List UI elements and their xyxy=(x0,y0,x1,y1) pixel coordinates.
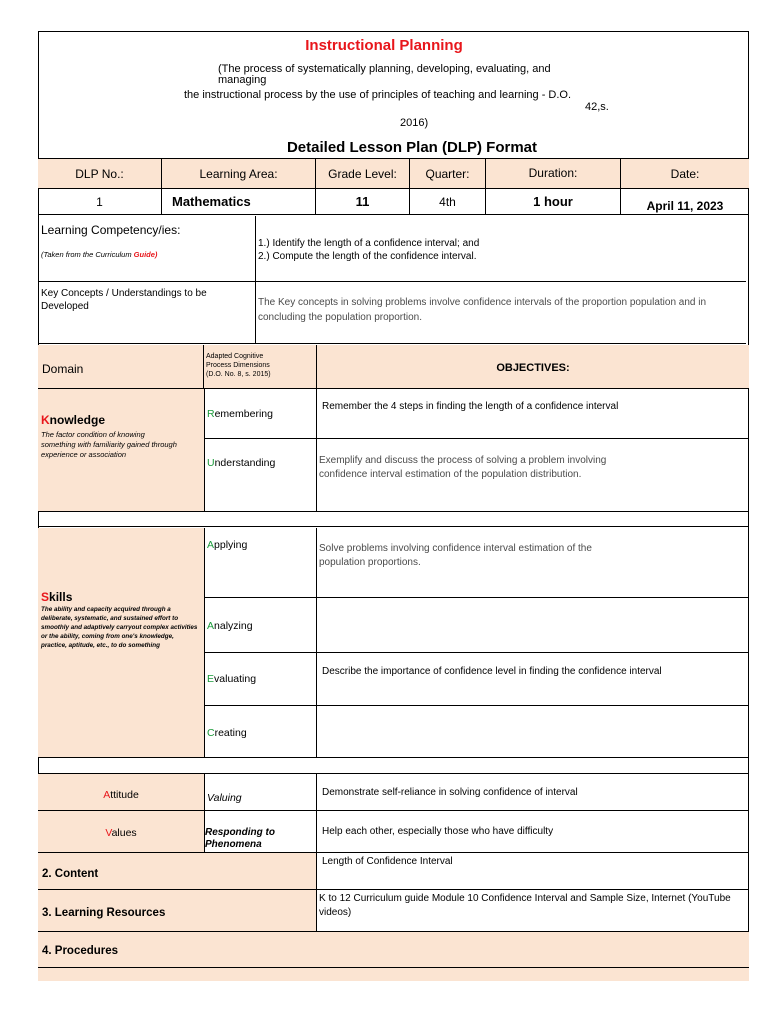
procedures-continuation xyxy=(38,968,749,981)
page-title: Instructional Planning xyxy=(305,37,463,54)
evaluating-objective: Describe the importance of confidence level in finding the confidence interval xyxy=(322,666,662,677)
attitude-objective: Demonstrate self-reliance in solving confidence of interval xyxy=(322,787,578,798)
domain-header: Domain xyxy=(42,362,84,376)
understanding-cell xyxy=(204,439,317,512)
dlp-title: Detailed Lesson Plan (DLP) Format xyxy=(286,139,538,156)
subtitle-line-2: managing xyxy=(218,74,267,86)
evaluating-objective-cell xyxy=(317,653,749,706)
creating-objective-cell xyxy=(317,706,749,758)
dimensions-header: Adapted Cognitive Process Dimensions (D.O. No. 8, s. 2015) xyxy=(206,353,271,378)
objectives-header: OBJECTIVES: xyxy=(496,362,570,374)
evaluating-label: Evaluating xyxy=(207,673,257,685)
values-objective: Help each other, especially those who have difficulty xyxy=(322,826,554,837)
competency-note: (Taken from the Curriculum Guide) xyxy=(41,250,158,259)
header-grade-level: Grade Level: xyxy=(315,158,409,189)
value-dlp-no: 1 xyxy=(38,189,161,215)
content-text: Length of Confidence Interval xyxy=(322,856,453,867)
spacer-row xyxy=(38,512,749,527)
procedures-row xyxy=(38,932,749,968)
remembering-objective: Remember the 4 steps in finding the length of a confidence interval xyxy=(322,401,619,412)
applying-objective: Solve problems involving confidence interval estimation of the population proportions. xyxy=(319,543,592,568)
values-label: Values xyxy=(105,827,137,839)
header-quarter: Quarter: xyxy=(409,158,485,189)
knowledge-label: Knowledge xyxy=(41,413,106,427)
remembering-objective-cell xyxy=(317,389,749,439)
responding-label: Responding to Phenomena xyxy=(205,827,275,850)
subtitle-line-3: the instructional process by the use of principles of teaching and learning - D.O. xyxy=(184,89,572,101)
header-duration: Duration: xyxy=(485,158,620,189)
content-label: 2. Content xyxy=(42,868,99,880)
value-quarter: 4th xyxy=(409,189,485,215)
key-concepts-text: The Key concepts in solving problems involve confidence intervals of the proportion population and in concluding the population proportion. xyxy=(258,297,707,323)
key-concepts-label: Key Concepts / Understandings to be Developed xyxy=(41,288,207,312)
value-date: April 11, 2023 xyxy=(620,189,749,215)
attitude-label: Attitude xyxy=(103,789,139,801)
value-grade-level: 11 xyxy=(315,189,409,215)
header-learning-area: Learning Area: xyxy=(161,158,315,189)
understanding-objective: Exemplify and discuss the process of solving a problem involving confidence interval estimation of the population distribution. xyxy=(319,455,607,480)
subtitle-line-4: 42,s. xyxy=(585,101,609,113)
knowledge-description: The factor condition of knowing something with familiarity gained through experience or association xyxy=(41,430,177,459)
subtitle-line-5: 2016) xyxy=(400,117,429,129)
valuing-label: Valuing xyxy=(207,792,242,804)
resources-label: 3. Learning Resources xyxy=(42,907,166,919)
value-duration: 1 hour xyxy=(485,189,620,215)
resources-text: K to 12 Curriculum guide Module 10 Confidence Interval and Sample Size, Internet (YouTube videos) xyxy=(319,893,731,918)
competency-label: Learning Competency/ies: xyxy=(41,223,181,237)
analyzing-objective-cell xyxy=(317,598,749,653)
understanding-label: Understanding xyxy=(207,457,276,469)
procedures-label: 4. Procedures xyxy=(42,945,119,957)
header-dlp-no: DLP No.: xyxy=(75,166,124,181)
remembering-label: Remembering xyxy=(207,408,273,420)
competency-item-2: 2.) Compute the length of the confidence interval. xyxy=(258,251,477,262)
skills-description: The ability and capacity acquired through a deliberate, systematic, and sustained effort to smoothly and adaptively carryout complex activities or the ability, coming from one's knowledge, practice, aptitude, etc., to do something xyxy=(41,606,198,649)
competency-item-1: 1.) Identify the length of a confidence interval; and xyxy=(258,238,480,249)
analyzing-label: Analyzing xyxy=(207,620,253,632)
header-date: Date: xyxy=(620,158,749,189)
creating-label: Creating xyxy=(207,727,247,739)
spacer-row-2 xyxy=(38,758,749,774)
value-learning-area: Mathematics xyxy=(161,189,315,215)
subtitle-line-1: (The process of systematically planning, developing, evaluating, and xyxy=(218,63,551,75)
skills-label: Skills xyxy=(41,590,73,604)
applying-label: Applying xyxy=(207,539,248,551)
